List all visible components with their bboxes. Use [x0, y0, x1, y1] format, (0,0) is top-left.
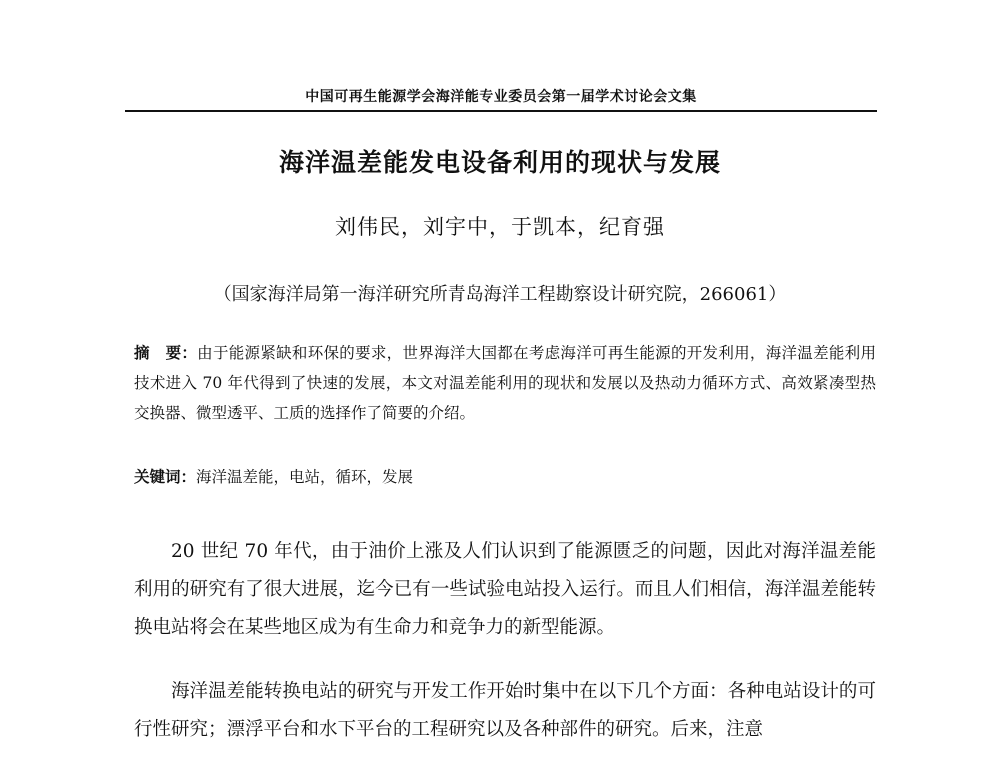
keywords-label: 关键词：: [134, 468, 197, 486]
abstract-text: 由于能源紧缺和环保的要求，世界海洋大国都在考虑海洋可再生能源的开发利用，海洋温差能利用技术进入 70 年代得到了快速的发展，本文对温差能利用的现状和发展以及热动力循环方式、高效紧凑型热交换器、微型透平、工质的选择作了简要的介绍。: [134, 344, 876, 422]
affiliation: （国家海洋局第一海洋研究所青岛海洋工程勘察设计研究院，266061）: [213, 284, 787, 305]
abstract: [134, 338, 876, 428]
body-paragraph-1: 20 世纪 70 年代，由于油价上涨及人们认识到了能源匮乏的问题，因此对海洋温差能利用的研究有了很大进展，迄今已有一些试验电站投入运行。而且人们相信，海洋温差能转换电站将会在某些地区成为有生命力和竞争力的新型能源。: [134, 541, 876, 638]
running-header: 中国可再生能源学会海洋能专业委员会第一届学术讨论会文集: [305, 89, 697, 105]
keywords: [134, 464, 876, 490]
body-paragraph-2: 海洋温差能转换电站的研究与开发工作开始时集中在以下几个方面：各种电站设计的可行性研究；漂浮平台和水下平台的工程研究以及各种部件的研究。后来，注意: [134, 681, 876, 740]
abstract-label: 摘 要：: [134, 344, 198, 362]
header-rule: [125, 110, 877, 112]
author-list: 刘伟民，刘宇中，于凯本，纪育强: [335, 215, 665, 239]
paper-title: 海洋温差能发电设备利用的现状与发展: [278, 148, 721, 177]
keywords-text: 海洋温差能，电站，循环，发展: [196, 468, 414, 486]
